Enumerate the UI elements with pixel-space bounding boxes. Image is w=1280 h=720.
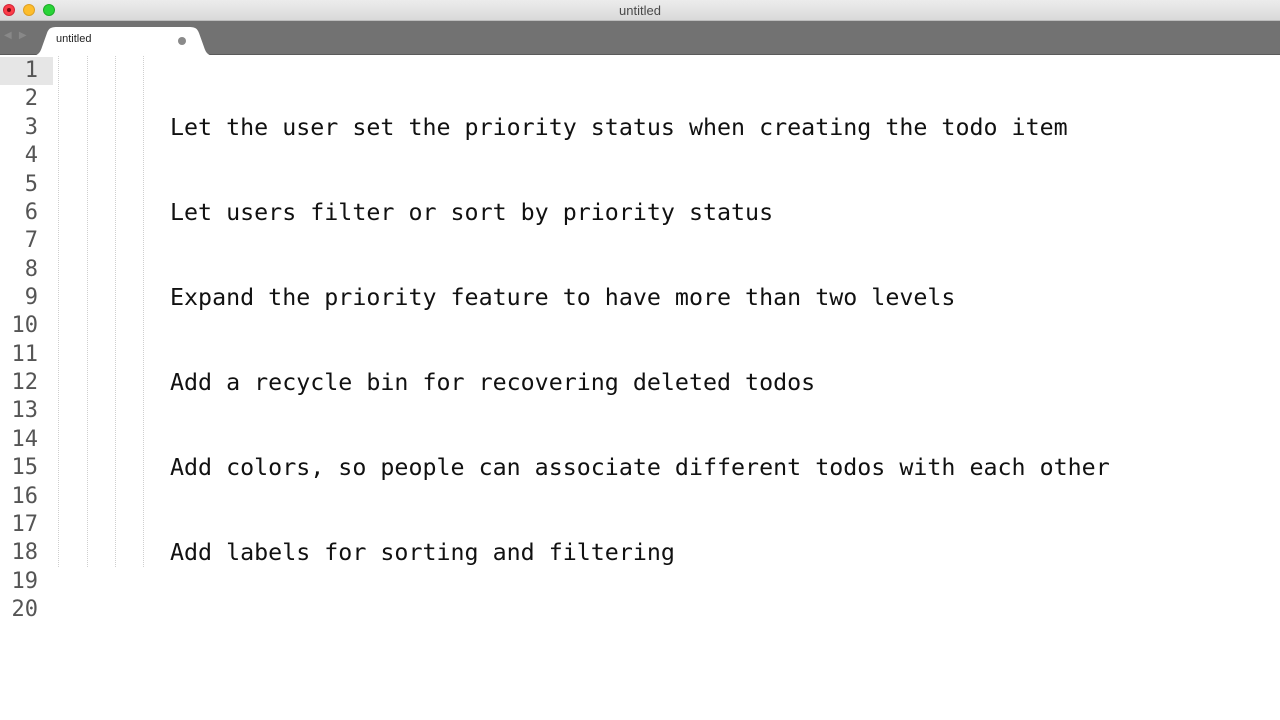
line-number: 16 <box>11 483 38 509</box>
text-line-12[interactable]: Add a recycle bin for recovering deleted todos <box>170 369 816 397</box>
tab-nav-arrows-icon[interactable]: ◀ ▶ <box>4 30 29 41</box>
line-number-gutter <box>0 56 58 720</box>
line-number: 5 <box>24 171 38 197</box>
window-title: untitled <box>619 3 661 18</box>
text-line-3[interactable]: Let the user set the priority status when creating the todo item <box>170 113 1068 141</box>
line-number: 3 <box>24 114 38 140</box>
line-number: 19 <box>11 568 38 594</box>
indent-guide <box>58 56 59 567</box>
line-number: 7 <box>24 228 38 254</box>
text-line-9[interactable]: Expand the priority feature to have more than two levels <box>170 284 956 311</box>
line-number: 14 <box>11 426 38 452</box>
line-number: 18 <box>11 540 38 566</box>
text-line-6[interactable]: Let users filter or sort by priority status <box>170 198 774 226</box>
line-number: 11 <box>11 341 38 367</box>
line-number: 13 <box>11 398 38 424</box>
indent-guide <box>143 56 144 567</box>
line-number: 8 <box>24 256 38 282</box>
text-line-18[interactable]: Add labels for sorting and filtering <box>170 539 675 567</box>
line-number: 17 <box>11 511 38 537</box>
line-number: 2 <box>24 86 38 112</box>
line-number: 12 <box>11 370 38 396</box>
title-bar <box>0 0 1280 21</box>
indent-guide <box>115 56 116 567</box>
tab-label: untitled <box>56 33 92 45</box>
editor-area[interactable] <box>0 56 1280 720</box>
line-number: 10 <box>11 313 38 339</box>
unsaved-dot-icon[interactable] <box>178 37 186 45</box>
line-number: 1 <box>0 57 53 85</box>
text-line-15[interactable]: Add colors, so people can associate different todos with each other <box>170 454 1110 482</box>
line-number: 20 <box>11 597 38 622</box>
line-number: 4 <box>24 143 38 169</box>
indent-guide <box>87 56 88 567</box>
tab-bar <box>0 21 1280 55</box>
line-number: 9 <box>24 285 38 310</box>
tab-untitled[interactable] <box>30 27 216 56</box>
line-number: 15 <box>11 455 38 481</box>
line-number: 6 <box>24 199 38 225</box>
